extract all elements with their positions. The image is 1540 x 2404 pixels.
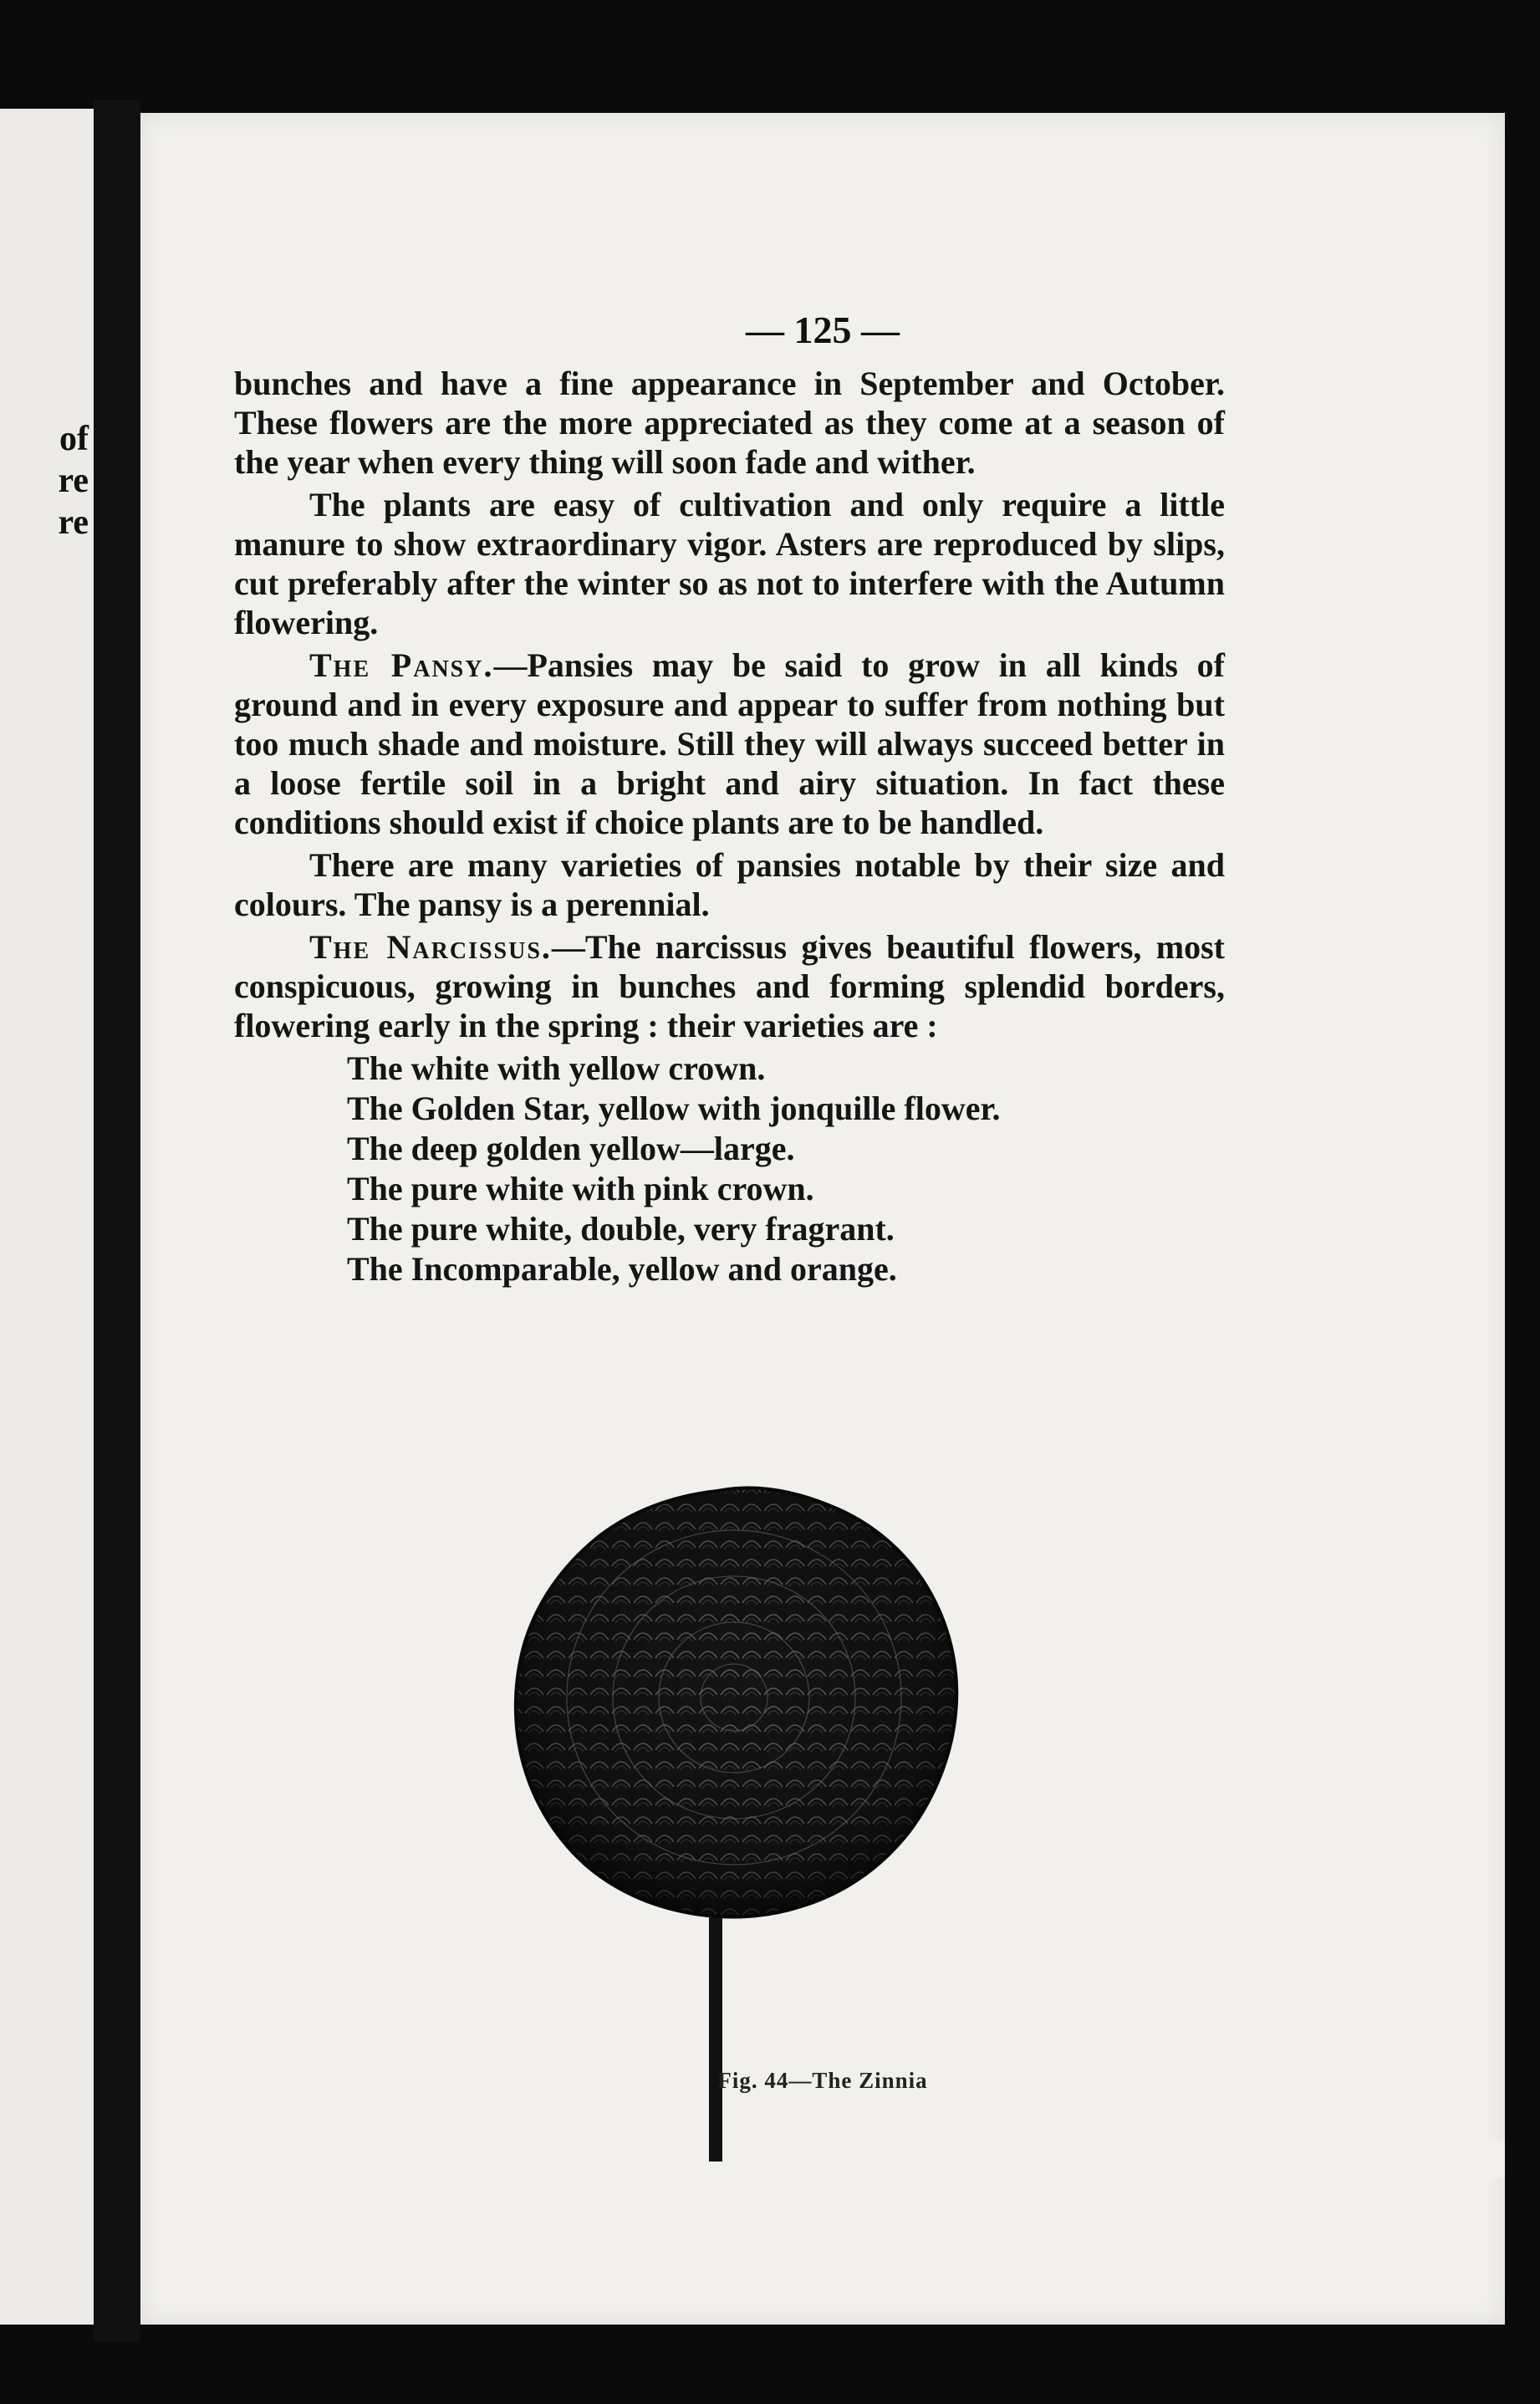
figure-caption: Fig. 44—The Zinnia bbox=[717, 2068, 928, 2093]
adjacent-page-text bbox=[58, 418, 89, 544]
book-gutter bbox=[94, 100, 140, 2341]
list-item: The deep golden yellow—large. bbox=[347, 1130, 795, 1167]
list-item: The pure white with pink crown. bbox=[347, 1170, 814, 1207]
book-page bbox=[140, 113, 1505, 2325]
narcissus-heading: The Narcissus. bbox=[309, 928, 552, 966]
fragment-line: re bbox=[58, 503, 89, 542]
pansy-text: —Pansies may be said to grow in all kinds of ground and in every exposure and appear to suffer from nothing but too much shade and moisture. Still they will always succeed better in a loose fertile soil in a bright and airy situation. In fact these conditions should exist if choice plants are to be handled. bbox=[234, 646, 1225, 841]
paragraph-asters-intro: bunches and have a fine appearance in September and October. These flowers are the more appreciated as they come at a season of the year when every thing will soon fade and wither. bbox=[234, 365, 1225, 481]
page-edge-mark bbox=[1471, 2141, 1505, 2178]
paragraph-pansy bbox=[234, 646, 1225, 842]
narcissus-varieties-list bbox=[234, 1049, 1225, 1289]
fragment-line: re bbox=[58, 462, 89, 500]
paragraph-narcissus bbox=[234, 927, 1225, 1045]
adjacent-page-edge bbox=[0, 109, 94, 2325]
paragraph-asters-cultivation: The plants are easy of cultivation and only require a little manure to show extraordinary vigor. Asters are reproduced by slips, cut preferably after the winter so as not to interfere with the Autumn flowering. bbox=[234, 486, 1225, 641]
list-item: The Incomparable, yellow and orange. bbox=[347, 1250, 897, 1288]
page-number: — 125 — bbox=[746, 309, 900, 351]
list-item: The Golden Star, yellow with jonquille flower. bbox=[347, 1090, 1001, 1127]
body-text bbox=[234, 364, 1225, 1289]
list-item: The pure white, double, very fragrant. bbox=[347, 1210, 895, 1248]
zinnia-illustration bbox=[458, 1459, 977, 2170]
paragraph-pansy-varieties: There are many varieties of pansies notable by their size and colours. The pansy is a perennial. bbox=[234, 846, 1225, 923]
fragment-line: of bbox=[59, 420, 89, 458]
pansy-heading: The Pansy. bbox=[309, 646, 494, 684]
narcissus-text: —The narcissus gives beautiful flowers, most conspicuous, growing in bunches and forming splendid borders, flowering early in the spring : their varieties are : bbox=[234, 928, 1225, 1044]
list-item: The white with yellow crown. bbox=[347, 1049, 766, 1087]
